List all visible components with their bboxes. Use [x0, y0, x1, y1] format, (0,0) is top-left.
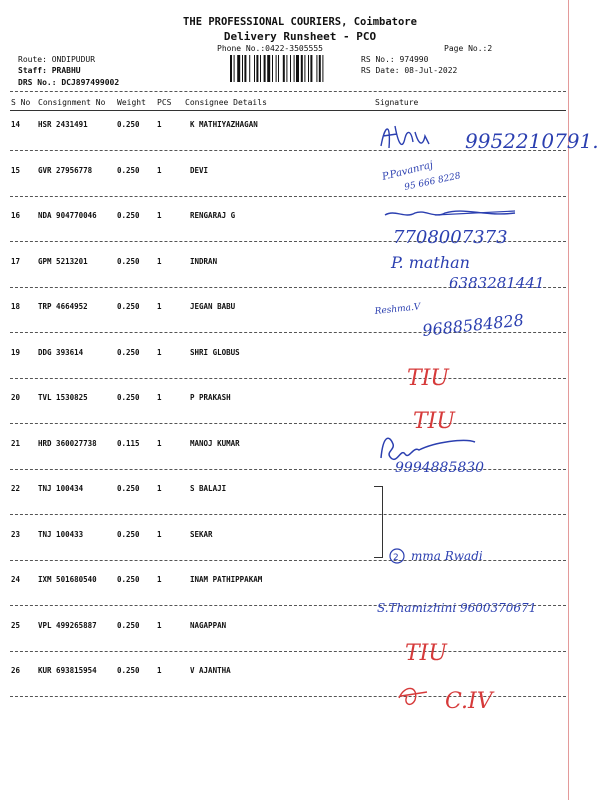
signature-row-18 — [375, 296, 565, 340]
signature-row-14 — [375, 118, 599, 162]
row-consignee: V AJANTHA — [190, 666, 231, 675]
row-consignment: TNJ 100433 — [38, 530, 84, 539]
signature-phone: 7708007373 — [393, 227, 508, 248]
signature-name: P. mathan — [391, 253, 470, 272]
signature-name: S.Thamizhini 9600370671 — [377, 601, 537, 615]
row-consignee: RENGARAJ G — [190, 211, 236, 220]
row-consignment: TNJ 100434 — [38, 484, 84, 493]
row-weight: 0.250 — [117, 575, 140, 584]
signature-phone: 6383281441 — [449, 274, 545, 292]
row-pcs: 1 — [157, 439, 162, 448]
signature-row-23 — [375, 540, 565, 570]
rs-number: RS No.: 974990 — [361, 55, 429, 64]
row-consignee: MANOJ KUMAR — [190, 439, 240, 448]
row-weight: 0.250 — [117, 348, 140, 357]
row-pcs: 1 — [157, 211, 162, 220]
margin-line — [568, 0, 569, 800]
row-pcs: 1 — [157, 302, 162, 311]
row-consignment: NDA 904770046 — [38, 211, 97, 220]
row-weight: 0.115 — [117, 439, 140, 448]
row-consignee: NAGAPPAN — [190, 621, 227, 630]
row-sno: 17 — [11, 257, 21, 266]
signature-name: P.Pavanraj — [381, 159, 435, 183]
header-divider — [10, 91, 566, 92]
row-sno: 20 — [11, 393, 21, 402]
row-consignee: SHRI GLOBUS — [190, 348, 240, 357]
row-sno: 22 — [11, 484, 21, 493]
column-divider — [10, 110, 566, 111]
signature-mark: TIU — [407, 366, 449, 391]
row-consignee: DEVI — [190, 166, 209, 175]
signature-row-17 — [375, 250, 565, 294]
signature-row-24 — [375, 592, 565, 622]
row-pcs: 1 — [157, 484, 162, 493]
row-pcs: 1 — [157, 257, 162, 266]
col-signature: Signature — [375, 98, 419, 107]
row-consignment: HRD 360027738 — [38, 439, 97, 448]
row-pcs: 1 — [157, 166, 162, 175]
row-consignee: INAM PATHIPPAKAM — [190, 575, 263, 584]
row-consignment: VPL 499265887 — [38, 621, 97, 630]
row-pcs: 1 — [157, 621, 162, 630]
signature-name: mma Rwadi — [411, 549, 483, 563]
row-weight: 0.250 — [117, 302, 140, 311]
row-consignment: DDG 393614 — [38, 348, 84, 357]
row-pcs: 1 — [157, 575, 162, 584]
row-weight: 0.250 — [117, 166, 140, 175]
barcode-image — [230, 55, 354, 82]
row-consignment: KUR 693815954 — [38, 666, 97, 675]
row-pcs: 1 — [157, 348, 162, 357]
row-weight: 0.250 — [117, 393, 140, 402]
row-pcs: 1 — [157, 530, 162, 539]
signature-row-19 — [375, 355, 565, 391]
signature-phone: 9952210791. — [465, 129, 599, 153]
row-consignee: K MATHIYAZHAGAN — [190, 120, 258, 129]
row-consignment: GVR 27956778 — [38, 166, 93, 175]
company-title: THE PROFESSIONAL COURIERS, Coimbatore — [183, 16, 417, 28]
row-consignment: TVL 1530825 — [38, 393, 88, 402]
row-sno: 21 — [11, 439, 21, 448]
row-sno: 14 — [11, 120, 21, 129]
row-consignee: SEKAR — [190, 530, 213, 539]
signature-row-25 — [375, 630, 565, 666]
signature-row-21 — [375, 428, 565, 476]
row-sno: 25 — [11, 621, 21, 630]
row-divider — [10, 514, 566, 515]
row-weight: 0.250 — [117, 530, 140, 539]
row-sno: 24 — [11, 575, 21, 584]
row-consignee: JEGAN BABU — [190, 302, 236, 311]
row-pcs: 1 — [157, 120, 162, 129]
row-weight: 0.250 — [117, 120, 140, 129]
route-label: Route: ONDIPUDUR — [18, 55, 96, 64]
signature-phone: 9688584828 — [421, 310, 525, 340]
staff-label: Staff: PRABHU — [18, 66, 81, 75]
row-pcs: 1 — [157, 666, 162, 675]
row-weight: 0.250 — [117, 484, 140, 493]
row-sno: 16 — [11, 211, 21, 220]
signature-phone: 95 666 8228 — [403, 171, 462, 193]
row-sno: 26 — [11, 666, 21, 675]
svg-text:2: 2 — [393, 553, 399, 563]
row-consignee: P PRAKASH — [190, 393, 231, 402]
signature-mark: TIU — [413, 409, 455, 434]
signature-mark: TIU — [405, 641, 447, 666]
row-pcs: 1 — [157, 393, 162, 402]
signature-row-15 — [375, 160, 565, 200]
row-weight: 0.250 — [117, 257, 140, 266]
col-pcs: PCS — [157, 98, 172, 107]
row-sno: 19 — [11, 348, 21, 357]
rs-date: RS Date: 08-Jul-2022 — [361, 66, 458, 75]
signature-row-16 — [375, 205, 565, 249]
runsheet-title: Delivery Runsheet - PCO — [223, 30, 377, 43]
row-consignee: INDRAN — [190, 257, 218, 266]
row-sno: 18 — [11, 302, 21, 311]
signature-row-26 — [375, 676, 565, 716]
row-consignment: TRP 4664952 — [38, 302, 88, 311]
row-weight: 0.250 — [117, 666, 140, 675]
col-consignment: Consignment No — [38, 98, 106, 107]
row-consignment: HSR 2431491 — [38, 120, 88, 129]
row-consignment: GPM 5213201 — [38, 257, 88, 266]
page-number: Page No.:2 — [444, 44, 493, 53]
row-weight: 0.250 — [117, 211, 140, 220]
row-consignment: IXM 501680540 — [38, 575, 97, 584]
row-sno: 23 — [11, 530, 21, 539]
row-sno: 15 — [11, 166, 21, 175]
row-consignee: S BALAJI — [190, 484, 227, 493]
drs-number: DRS No.: DCJ897499002 — [18, 78, 120, 87]
col-sno: S No — [11, 98, 31, 107]
row-weight: 0.250 — [117, 621, 140, 630]
signature-phone: 9994885830 — [395, 460, 485, 476]
signature-name: Reshma.V — [374, 302, 421, 317]
col-consignee: Consignee Details — [185, 98, 267, 107]
col-weight: Weight — [117, 98, 146, 107]
signature-mark: C.IV — [445, 689, 493, 714]
phone-number: Phone No.:0422-3505555 — [217, 44, 323, 53]
